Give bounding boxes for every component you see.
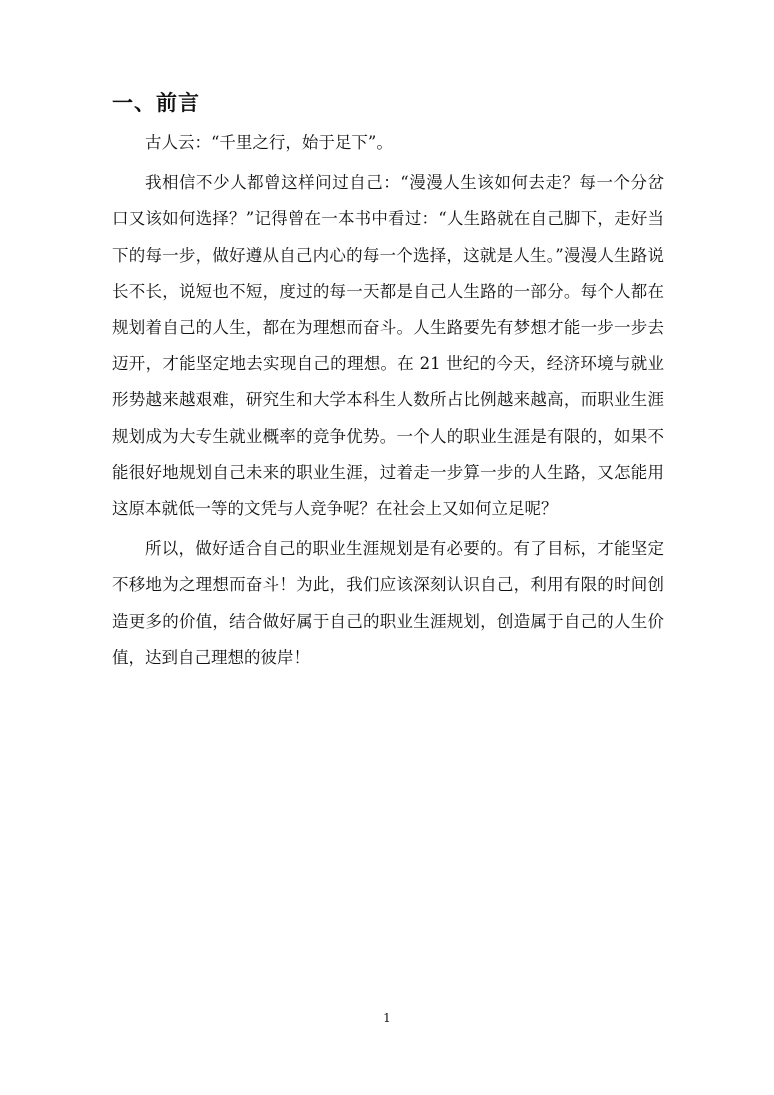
- paragraph-quote: 古人云：“千里之行，始于足下”。: [145, 133, 393, 152]
- body-text: [112, 125, 664, 680]
- paragraph-reflection: 我相信不少人都曾这样问过自己：“漫漫人生该如何去走？每一个分岔口又该如何选择？”记得曾在一本书中看过：“人生路就在自己脚下，走好当下的每一步，做好遵从自己内心的每一个选择，这就是人生。”漫漫人生路说长不长，说短也不短，度过的每一天都是自己人生路的一部分。每个人都在规划着自己的人生，都在为理想而奋斗。人生路要先有梦想才能一步一步去迈开，才能坚定地去实现自己的理想。在 21 世纪的今天，经济环境与就业形势越来越艰难，研究生和大学本科生人数所占比例越来越高，而职业生涯规划成为大专生就业概率的竞争优势。一个人的职业生涯是有限的，如果不能很好地规划自己未来的职业生涯，过着走一步算一步的人生路，又怎能用这原本就低一等的文凭与人竞争呢？在社会上又如何立足呢？: [112, 173, 664, 519]
- paragraph-conclusion: 所以，做好适合自己的职业生涯规划是有必要的。有了目标，才能坚定不移地为之理想而奋斗！为此，我们应该深刻认识自己，利用有限的时间创造更多的价值，结合做好属于自己的职业生涯规划，创造属于自己的人生价值，达到自己理想的彼岸！: [112, 539, 664, 667]
- section-heading: 一、前言: [112, 91, 200, 115]
- page-number: 1: [383, 1011, 391, 1025]
